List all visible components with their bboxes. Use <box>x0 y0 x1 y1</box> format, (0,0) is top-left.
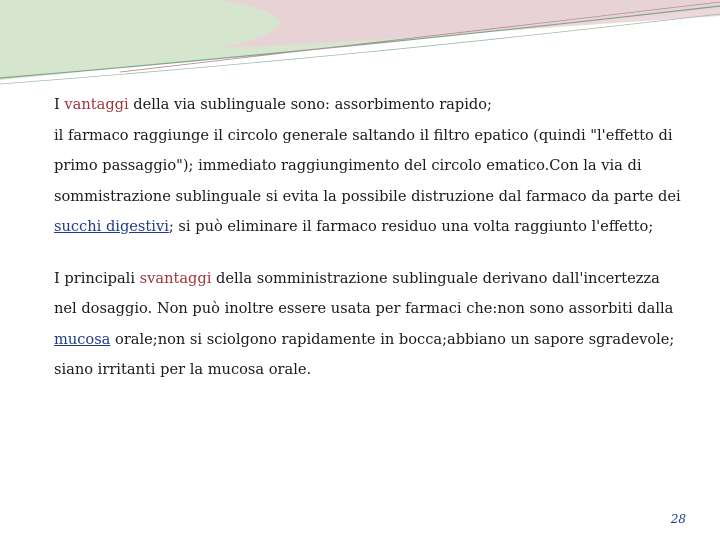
text-segment: I principali <box>54 269 140 287</box>
page-number: 28 <box>670 512 686 526</box>
mucosa-link[interactable]: mucosa <box>54 330 111 348</box>
text-segment: della somministrazione sublinguale derivano dall'incertezza nel dosaggio. Non può inoltre essere usata per farmaci che:non sono assorbiti dalla <box>54 269 674 317</box>
text-segment: il farmaco raggiunge il circolo generale saltando il filtro epatico (quindi "l'effetto di primo passaggio"); immediato raggiungimento del circolo ematico.Con la via di sommistrazione sublinguale si evita la possibile distruzione dal farmaco da parte dei <box>54 126 681 205</box>
header-band-pink <box>220 0 720 48</box>
disadvantages-keyword: svantaggi <box>139 269 212 287</box>
text-segment: I <box>54 96 65 113</box>
text-segment: orale;non si sciolgono rapidamente in bocca;abbiano un sapore sgradevole; siano irritanti per la mucosa orale. <box>54 330 675 378</box>
digestive-juices-link[interactable]: succhi digestivi <box>54 218 169 235</box>
disadvantages-paragraph <box>54 264 684 386</box>
text-segment: ; si può eliminare il farmaco residuo una volta raggiunto l'effetto; <box>168 218 654 235</box>
header-decoration <box>0 0 720 90</box>
text-segment: della via sublinguale sono: assorbimento rapido; <box>128 96 492 113</box>
advantages-paragraph <box>54 90 684 243</box>
slide-body <box>54 90 684 386</box>
advantages-keyword: vantaggi <box>64 96 129 113</box>
